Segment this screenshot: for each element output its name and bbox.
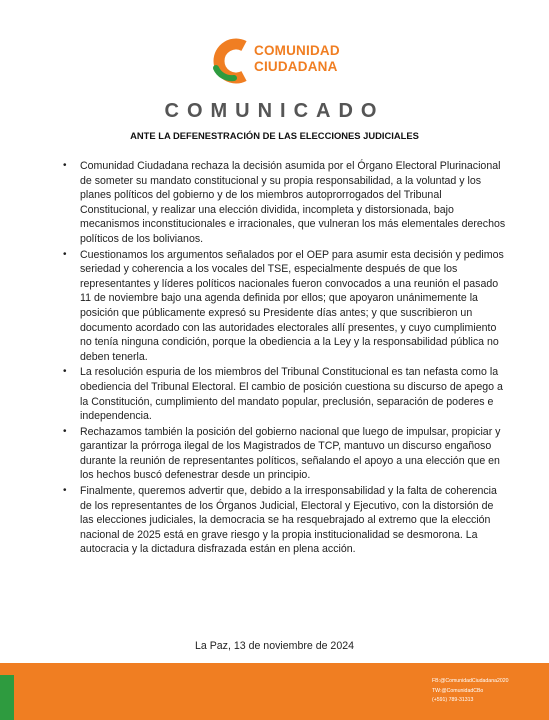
paragraph-text: Rechazamos también la posición del gobierno nacional que luego de impulsar, propiciar y garantizar la prórroga ilegal de los Magistrados de TCP, mantuvo un discurso engañoso durante la reunión de representantes políticos, señalando el apoyo a una elección que en los hechos buscó defenestrar desde un principio.	[80, 425, 501, 482]
paragraph-text: Comunidad Ciudadana rechaza la decisión asumida por el Órgano Electoral Plurinacional de someter su mandato constitucional y su propia responsabilidad, a la voluntad y los planes políticos del gobierno y de los miembros autoprorrogados del Tribunal Constitucional, y realizar una elección dividida, incompleta y distorsionada, bajo mecanismos inconstitucionales e irracionales, que vulneran los más elementales derechos políticos de los bolivianos.	[80, 160, 506, 245]
logo-line-1: COMUNIDAD	[254, 43, 340, 58]
statement-paragraph	[63, 365, 506, 423]
statement-paragraph	[63, 248, 506, 365]
statement-paragraph	[63, 425, 506, 483]
logo-c-icon	[212, 38, 252, 84]
document-title: COMUNICADO	[164, 100, 385, 122]
paragraph-text: Finalmente, queremos advertir que, debido a la irresponsabilidad y la falta de coherencia de los representantes de los Órganos Judicial, Electoral y Ejecutivo, con la distorsión de las elecciones judiciales, la democracia se ha resquebrajado al extremo que la elección nacional de 2025 está en grave riesgo y la propia institucionalidad se desmorona. La autocracia y la dictadura disfrazada están en plena acción.	[80, 485, 497, 556]
paragraph-text: La resolución espuria de los miembros del Tribunal Constitucional es tan nefasta como la obediencia del Tribunal Electoral. El cambio de posición cuestiona su discurso de apego a la Constitución, cumplimiento del mandato popular, preclusión, separación de poderes e independencia.	[80, 366, 503, 423]
twitter-handle: TW:@ComunidadCBo	[432, 687, 484, 694]
statement-paragraph	[63, 484, 506, 557]
bullet-icon: •	[63, 160, 67, 171]
social-contacts	[432, 677, 547, 706]
bullet-icon: •	[63, 485, 67, 497]
bullet-icon: •	[63, 248, 67, 260]
document-date: La Paz, 13 de noviembre de 2024	[194, 640, 355, 652]
footer-accent	[0, 675, 14, 720]
bullet-icon: •	[63, 425, 67, 437]
phone-number: (+591) 789-31313	[432, 697, 474, 704]
facebook-handle: FB:@ComunidadCiudadana2020	[432, 678, 509, 684]
statement-list	[63, 159, 506, 558]
logo-line-2: CIUDADANA	[254, 59, 338, 74]
bullet-icon: •	[63, 366, 67, 378]
document-subtitle: ANTE LA DEFENESTRACIÓN DE LAS ELECCIONES JUDICIALES	[130, 130, 419, 141]
logo-text	[254, 43, 340, 75]
paragraph-text: Cuestionamos los argumentos señalados por el OEP para asumir esta decisión y pedimos seriedad y coherencia a los vocales del TSE, especialmente después de que los representantes y líderes políticos nacionales fueron convocados a una reunión el pasado 11 de noviembre bajo una agenda definida por ellos; que apoyaron unánimemente la posición que públicamente expresó su Presidente días antes; y que suscribieron un documento acordado con las autoridades electorales allí presentes, y cuyo cumplimiento no tenía ninguna condición, porque la obediencia a la Ley y la responsabilidad pública no deben tenerla.	[80, 248, 504, 363]
statement-paragraph	[63, 159, 506, 247]
brand-logo	[212, 38, 342, 86]
